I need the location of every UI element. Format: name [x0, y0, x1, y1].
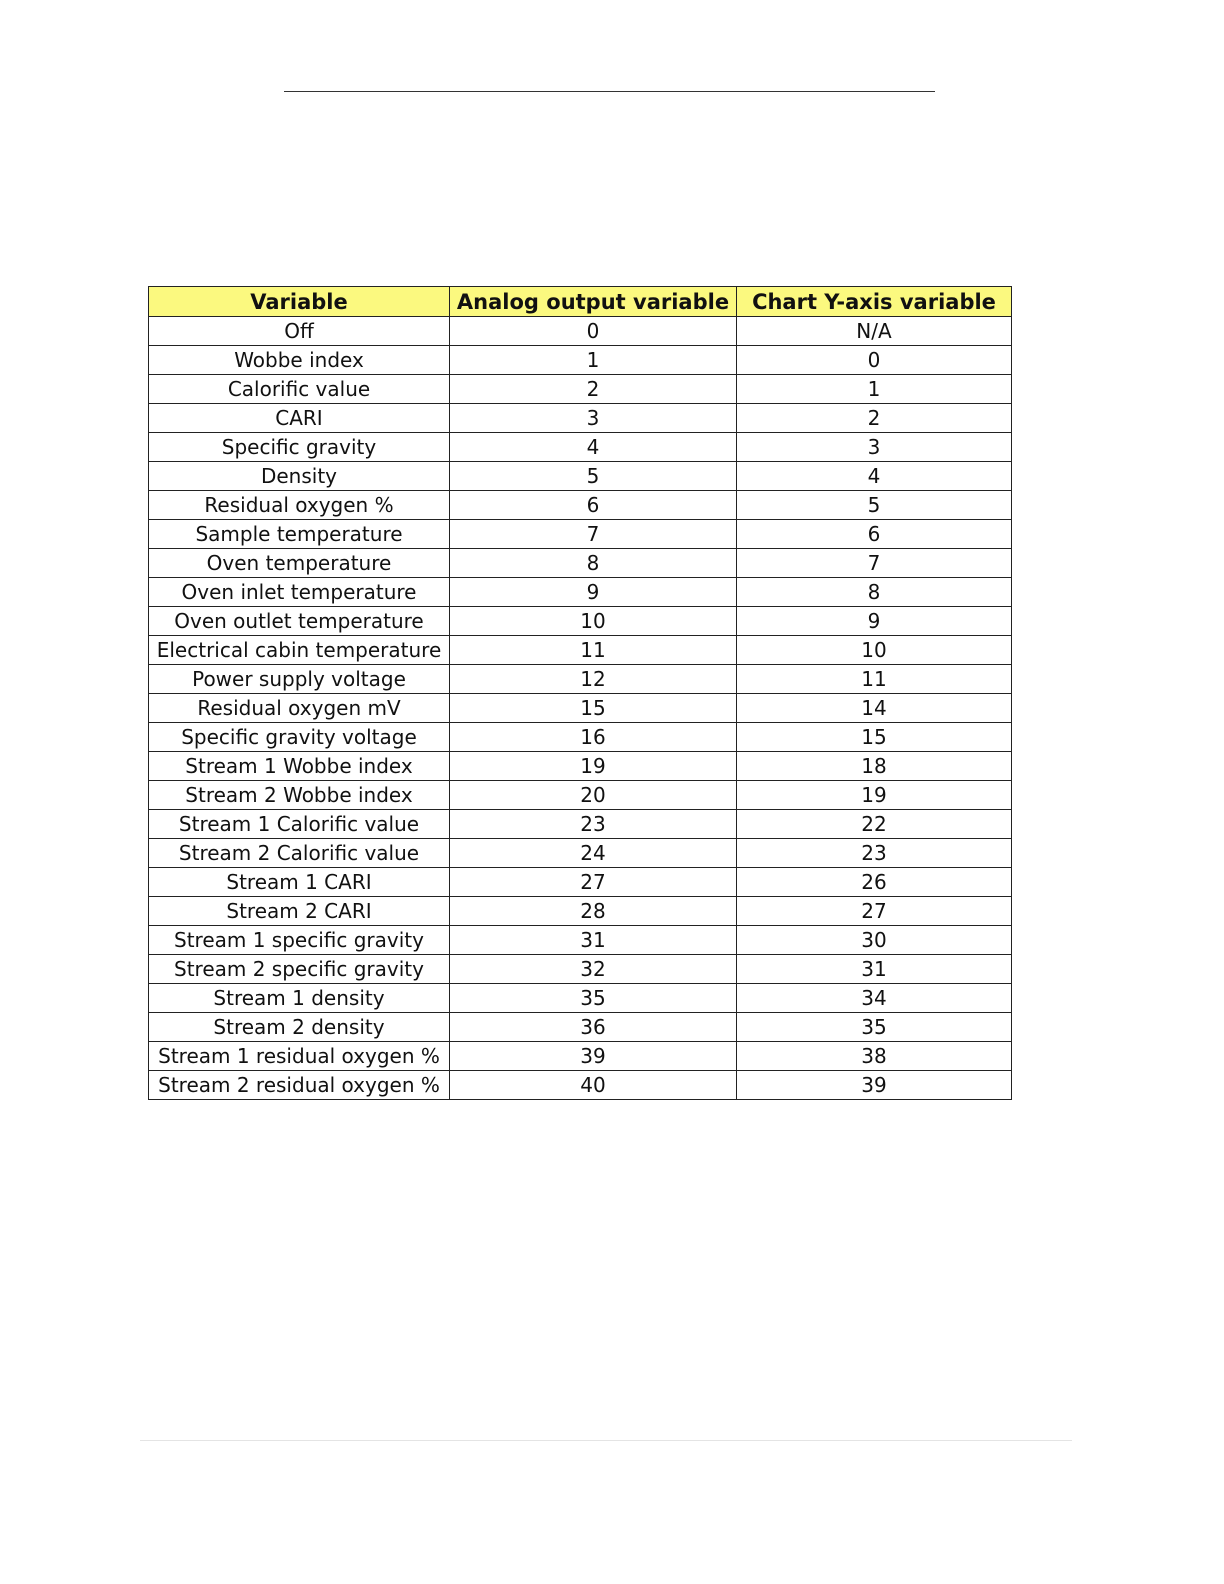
cell-chart-y-axis: 27 [737, 897, 1012, 926]
table-row [149, 955, 1012, 984]
table-header-row [149, 287, 1012, 317]
cell-variable: Oven inlet temperature [149, 578, 450, 607]
cell-analog-output: 6 [450, 491, 737, 520]
cell-chart-y-axis: 19 [737, 781, 1012, 810]
cell-analog-output: 36 [450, 1013, 737, 1042]
cell-variable: Density [149, 462, 450, 491]
header-rule [284, 91, 935, 92]
cell-chart-y-axis: 39 [737, 1071, 1012, 1100]
cell-analog-output: 15 [450, 694, 737, 723]
cell-variable: Sample temperature [149, 520, 450, 549]
cell-analog-output: 20 [450, 781, 737, 810]
cell-chart-y-axis: N/A [737, 317, 1012, 346]
cell-chart-y-axis: 35 [737, 1013, 1012, 1042]
cell-analog-output: 2 [450, 375, 737, 404]
cell-analog-output: 0 [450, 317, 737, 346]
table-row [149, 723, 1012, 752]
table-row [149, 578, 1012, 607]
cell-analog-output: 4 [450, 433, 737, 462]
cell-variable: Stream 1 residual oxygen % [149, 1042, 450, 1071]
cell-analog-output: 40 [450, 1071, 737, 1100]
table-row [149, 781, 1012, 810]
table-row [149, 375, 1012, 404]
table-row [149, 665, 1012, 694]
variable-mapping-table [148, 286, 1012, 1100]
table-row [149, 636, 1012, 665]
cell-analog-output: 12 [450, 665, 737, 694]
table-row [149, 549, 1012, 578]
cell-chart-y-axis: 5 [737, 491, 1012, 520]
table-row [149, 404, 1012, 433]
cell-variable: Stream 2 CARI [149, 897, 450, 926]
cell-variable: Oven outlet temperature [149, 607, 450, 636]
cell-chart-y-axis: 3 [737, 433, 1012, 462]
cell-variable: Oven temperature [149, 549, 450, 578]
table-row [149, 346, 1012, 375]
cell-chart-y-axis: 2 [737, 404, 1012, 433]
cell-chart-y-axis: 6 [737, 520, 1012, 549]
cell-variable: Specific gravity voltage [149, 723, 450, 752]
cell-analog-output: 10 [450, 607, 737, 636]
cell-analog-output: 23 [450, 810, 737, 839]
cell-variable: Stream 1 CARI [149, 868, 450, 897]
table-row [149, 317, 1012, 346]
cell-analog-output: 9 [450, 578, 737, 607]
cell-variable: Specific gravity [149, 433, 450, 462]
cell-variable: CARI [149, 404, 450, 433]
table-row [149, 752, 1012, 781]
table-row [149, 1042, 1012, 1071]
table-row [149, 897, 1012, 926]
cell-variable: Stream 2 Calorific value [149, 839, 450, 868]
cell-variable: Residual oxygen mV [149, 694, 450, 723]
cell-variable: Stream 2 specific gravity [149, 955, 450, 984]
cell-variable: Stream 2 Wobbe index [149, 781, 450, 810]
table-row [149, 1013, 1012, 1042]
table-row [149, 462, 1012, 491]
cell-variable: Stream 1 specific gravity [149, 926, 450, 955]
cell-chart-y-axis: 11 [737, 665, 1012, 694]
cell-chart-y-axis: 15 [737, 723, 1012, 752]
cell-analog-output: 1 [450, 346, 737, 375]
column-header-chart-y-axis: Chart Y-axis variable [737, 287, 1012, 317]
cell-chart-y-axis: 9 [737, 607, 1012, 636]
cell-chart-y-axis: 38 [737, 1042, 1012, 1071]
table-row [149, 491, 1012, 520]
cell-chart-y-axis: 0 [737, 346, 1012, 375]
cell-variable: Off [149, 317, 450, 346]
table-body [149, 317, 1012, 1100]
cell-variable: Wobbe index [149, 346, 450, 375]
cell-analog-output: 3 [450, 404, 737, 433]
cell-chart-y-axis: 18 [737, 752, 1012, 781]
cell-chart-y-axis: 4 [737, 462, 1012, 491]
cell-chart-y-axis: 1 [737, 375, 1012, 404]
column-header-analog-output: Analog output variable [450, 287, 737, 317]
table-row [149, 984, 1012, 1013]
cell-analog-output: 19 [450, 752, 737, 781]
cell-variable: Stream 1 Calorific value [149, 810, 450, 839]
cell-chart-y-axis: 26 [737, 868, 1012, 897]
cell-analog-output: 28 [450, 897, 737, 926]
cell-analog-output: 39 [450, 1042, 737, 1071]
cell-variable: Stream 2 density [149, 1013, 450, 1042]
cell-chart-y-axis: 31 [737, 955, 1012, 984]
cell-chart-y-axis: 30 [737, 926, 1012, 955]
cell-analog-output: 8 [450, 549, 737, 578]
cell-analog-output: 24 [450, 839, 737, 868]
footer-rule [140, 1440, 1072, 1441]
table-row [149, 433, 1012, 462]
cell-variable: Calorific value [149, 375, 450, 404]
cell-chart-y-axis: 14 [737, 694, 1012, 723]
table-row [149, 520, 1012, 549]
table-row [149, 810, 1012, 839]
cell-chart-y-axis: 23 [737, 839, 1012, 868]
cell-analog-output: 16 [450, 723, 737, 752]
table-row [149, 607, 1012, 636]
cell-analog-output: 7 [450, 520, 737, 549]
table-row [149, 839, 1012, 868]
cell-analog-output: 27 [450, 868, 737, 897]
cell-analog-output: 5 [450, 462, 737, 491]
cell-analog-output: 32 [450, 955, 737, 984]
cell-variable: Power supply voltage [149, 665, 450, 694]
cell-variable: Residual oxygen % [149, 491, 450, 520]
cell-variable: Electrical cabin temperature [149, 636, 450, 665]
cell-chart-y-axis: 34 [737, 984, 1012, 1013]
cell-chart-y-axis: 8 [737, 578, 1012, 607]
cell-chart-y-axis: 7 [737, 549, 1012, 578]
table-row [149, 694, 1012, 723]
cell-chart-y-axis: 22 [737, 810, 1012, 839]
cell-analog-output: 35 [450, 984, 737, 1013]
table-row [149, 926, 1012, 955]
cell-variable: Stream 1 Wobbe index [149, 752, 450, 781]
table-row [149, 1071, 1012, 1100]
cell-analog-output: 11 [450, 636, 737, 665]
cell-chart-y-axis: 10 [737, 636, 1012, 665]
cell-variable: Stream 1 density [149, 984, 450, 1013]
cell-variable: Stream 2 residual oxygen % [149, 1071, 450, 1100]
cell-analog-output: 31 [450, 926, 737, 955]
column-header-variable: Variable [149, 287, 450, 317]
table-row [149, 868, 1012, 897]
